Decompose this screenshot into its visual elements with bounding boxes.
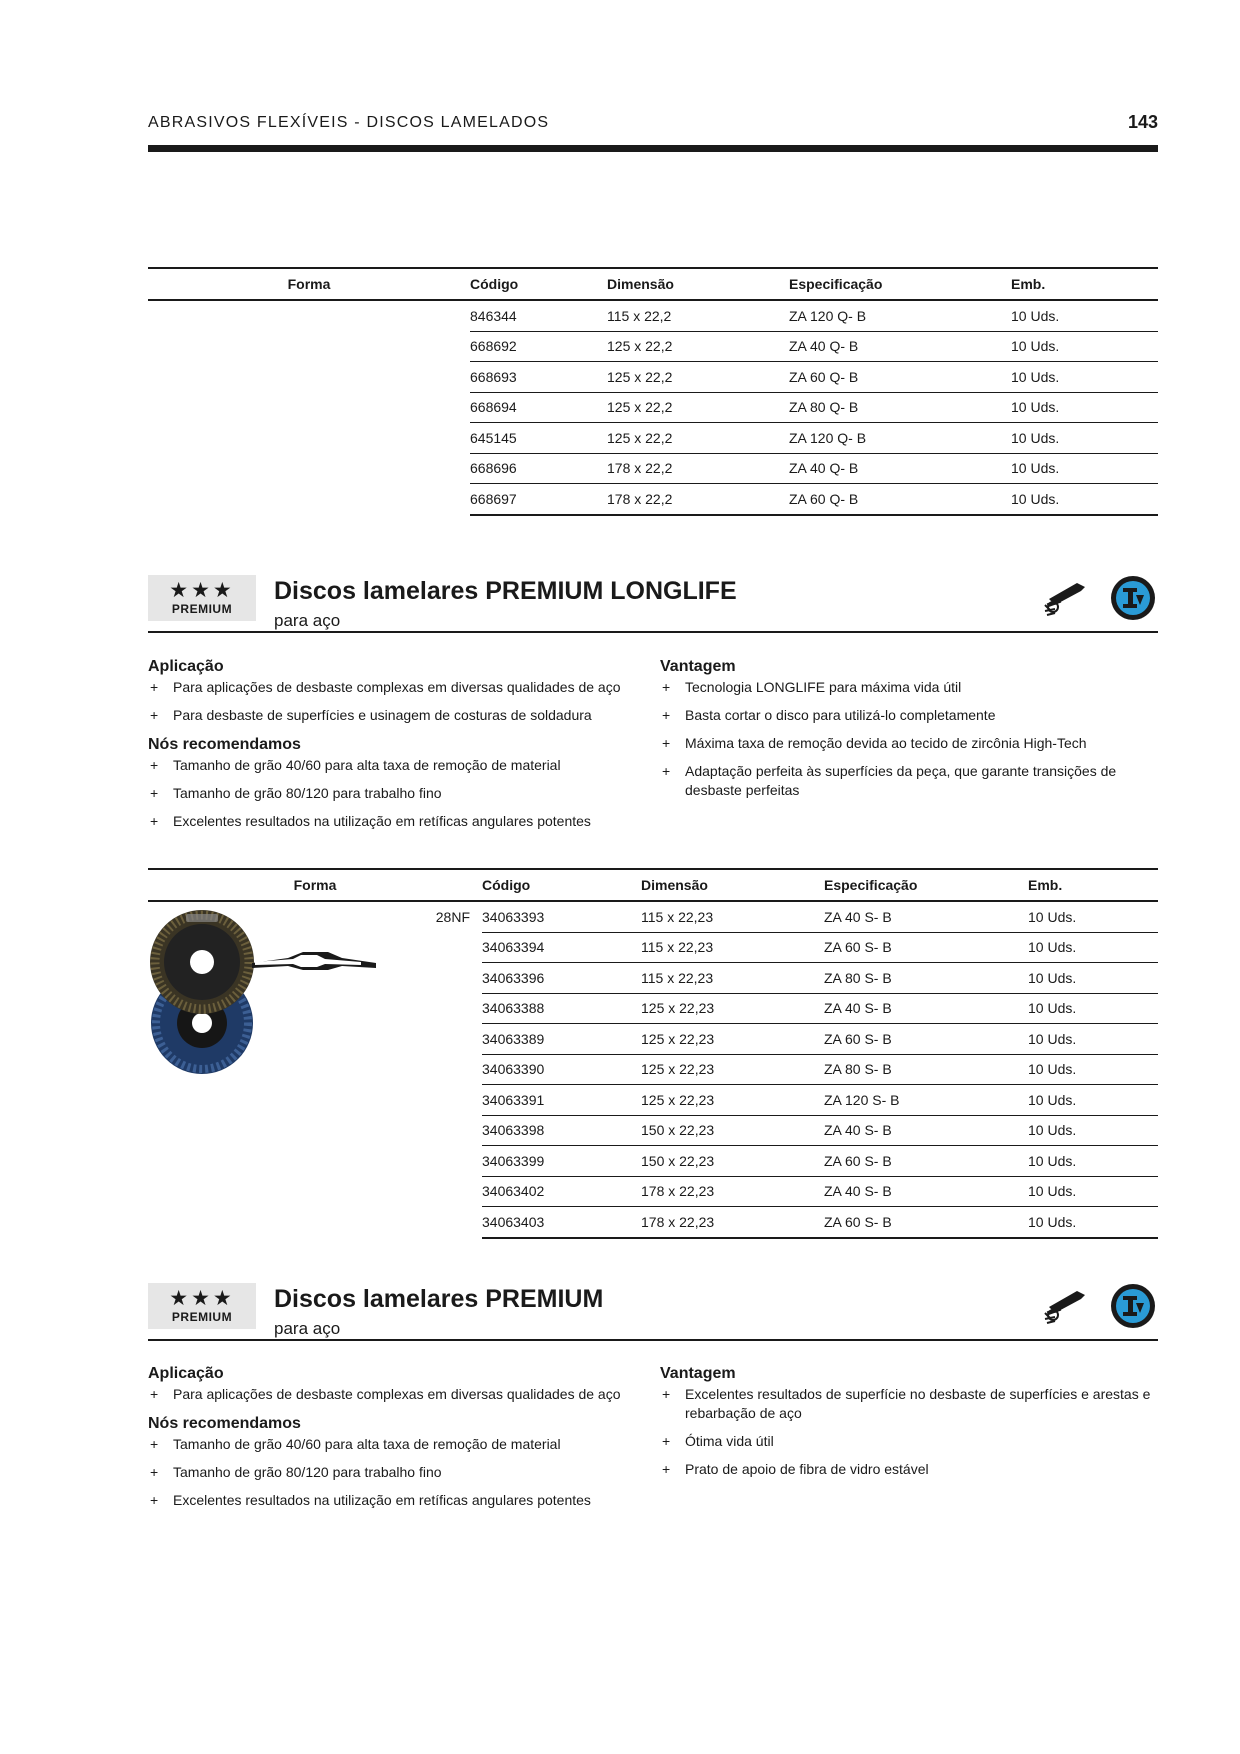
list-item bbox=[660, 678, 1158, 697]
aplicacao-list bbox=[148, 1385, 648, 1404]
list-item-text: Tamanho de grão 80/120 para trabalho fino bbox=[173, 1464, 442, 1480]
codigo-cell: 668693 bbox=[470, 362, 607, 393]
plus-icon: + bbox=[150, 757, 159, 773]
codigo-cell: 668696 bbox=[470, 453, 607, 484]
codigo-cell: 34063388 bbox=[482, 993, 641, 1024]
list-item bbox=[148, 678, 648, 697]
list-item bbox=[148, 784, 648, 803]
list-item bbox=[148, 812, 648, 831]
plus-icon: + bbox=[662, 1461, 671, 1477]
especificacao-cell: ZA 80 S- B bbox=[824, 963, 1028, 994]
recomendamos-list bbox=[148, 1435, 648, 1510]
especificacao-cell: ZA 60 S- B bbox=[824, 1207, 1028, 1238]
codigo-cell: 34063389 bbox=[482, 1024, 641, 1055]
disc-profile-drawing bbox=[252, 952, 376, 970]
plus-icon: + bbox=[662, 735, 671, 751]
list-item bbox=[660, 762, 1158, 800]
dimensao-cell: 115 x 22,2 bbox=[607, 300, 789, 331]
list-item-text: Tamanho de grão 80/120 para trabalho fino bbox=[173, 785, 442, 801]
section-title: Discos lamelares PREMIUM bbox=[274, 1285, 604, 1313]
stars-icon: ★★★ bbox=[169, 1287, 235, 1310]
codigo-cell: 668694 bbox=[470, 392, 607, 423]
col-dimensao: Dimensão bbox=[607, 268, 789, 300]
emb-cell: 10 Uds. bbox=[1028, 901, 1158, 932]
emb-cell: 10 Uds. bbox=[1028, 1146, 1158, 1177]
dimensao-cell: 115 x 22,23 bbox=[641, 901, 824, 932]
vantagem-heading: Vantagem bbox=[660, 658, 736, 675]
especificacao-cell: ZA 60 Q- B bbox=[789, 484, 1011, 515]
aplicacao-heading: Aplicação bbox=[148, 1365, 224, 1382]
plus-icon: + bbox=[150, 707, 159, 723]
dimensao-cell: 178 x 22,23 bbox=[641, 1176, 824, 1207]
emb-cell: 10 Uds. bbox=[1011, 392, 1158, 423]
list-item bbox=[148, 706, 648, 725]
codigo-cell: 34063394 bbox=[482, 932, 641, 963]
codigo-cell: 846344 bbox=[470, 300, 607, 331]
section-subtitle: para aço bbox=[274, 611, 341, 630]
codigo-cell: 34063402 bbox=[482, 1176, 641, 1207]
list-item bbox=[660, 1385, 1158, 1423]
info-circle-icon bbox=[1110, 1283, 1156, 1329]
angle-grinder-icon bbox=[1041, 1283, 1091, 1327]
emb-cell: 10 Uds. bbox=[1028, 963, 1158, 994]
emb-cell: 10 Uds. bbox=[1011, 453, 1158, 484]
emb-cell: 10 Uds. bbox=[1028, 1176, 1158, 1207]
section-rule bbox=[148, 631, 1158, 633]
codigo-cell: 668697 bbox=[470, 484, 607, 515]
especificacao-cell: ZA 120 Q- B bbox=[789, 300, 1011, 331]
list-item-text: Basta cortar o disco para utilizá-lo completamente bbox=[685, 707, 996, 723]
especificacao-cell: ZA 80 Q- B bbox=[789, 392, 1011, 423]
plus-icon: + bbox=[662, 1433, 671, 1449]
angle-grinder-icon bbox=[1041, 575, 1091, 619]
emb-cell: 10 Uds. bbox=[1011, 331, 1158, 362]
vantagem-block-1 bbox=[660, 656, 1158, 809]
dimensao-cell: 125 x 22,2 bbox=[607, 362, 789, 393]
plus-icon: + bbox=[150, 785, 159, 801]
dimensao-cell: 125 x 22,2 bbox=[607, 392, 789, 423]
emb-cell: 10 Uds. bbox=[1028, 1085, 1158, 1116]
emb-cell: 10 Uds. bbox=[1028, 1207, 1158, 1238]
premium-badge bbox=[148, 1283, 256, 1329]
vantagem-block-2 bbox=[660, 1363, 1158, 1488]
especificacao-cell: ZA 40 S- B bbox=[824, 1115, 1028, 1146]
list-item-text: Tecnologia LONGLIFE para máxima vida útil bbox=[685, 679, 962, 695]
codigo-cell: 645145 bbox=[470, 423, 607, 454]
vantagem-list bbox=[660, 1385, 1158, 1479]
especificacao-cell: ZA 60 S- B bbox=[824, 1024, 1028, 1055]
recomendamos-list bbox=[148, 756, 648, 831]
codigo-cell: 34063393 bbox=[482, 901, 641, 932]
forma-label: 28NF bbox=[435, 909, 470, 925]
dimensao-cell: 125 x 22,2 bbox=[607, 423, 789, 454]
premium-badge bbox=[148, 575, 256, 621]
page-number: 143 bbox=[1127, 112, 1158, 132]
recomendamos-heading: Nós recomendamos bbox=[148, 1415, 301, 1432]
list-item-text: Excelentes resultados de superfície no desbaste de superfícies e arestas e rebarbação de aço bbox=[685, 1386, 1151, 1421]
list-item bbox=[660, 706, 1158, 725]
codigo-cell: 34063399 bbox=[482, 1146, 641, 1177]
vantagem-heading: Vantagem bbox=[660, 1365, 736, 1382]
codigo-cell: 34063403 bbox=[482, 1207, 641, 1238]
flap-disc-product-image bbox=[148, 906, 378, 1080]
plus-icon: + bbox=[150, 1492, 159, 1508]
especificacao-cell: ZA 120 S- B bbox=[824, 1085, 1028, 1116]
dimensao-cell: 125 x 22,2 bbox=[607, 331, 789, 362]
dimensao-cell: 125 x 22,23 bbox=[641, 1085, 824, 1116]
dimensao-cell: 115 x 22,23 bbox=[641, 932, 824, 963]
emb-cell: 10 Uds. bbox=[1028, 932, 1158, 963]
col-codigo: Código bbox=[482, 869, 641, 901]
codigo-cell: 34063398 bbox=[482, 1115, 641, 1146]
list-item bbox=[148, 1491, 648, 1510]
emb-cell: 10 Uds. bbox=[1011, 423, 1158, 454]
especificacao-cell: ZA 60 S- B bbox=[824, 932, 1028, 963]
dimensao-cell: 150 x 22,23 bbox=[641, 1146, 824, 1177]
emb-cell: 10 Uds. bbox=[1011, 362, 1158, 393]
list-item-text: Máxima taxa de remoção devida ao tecido de zircônia High-Tech bbox=[685, 735, 1087, 751]
especificacao-cell: ZA 40 S- B bbox=[824, 1176, 1028, 1207]
list-item bbox=[660, 734, 1158, 753]
list-item-text: Para desbaste de superfícies e usinagem de costuras de soldadura bbox=[173, 707, 592, 723]
aplicacao-block-1 bbox=[148, 656, 648, 840]
list-item-text: Ótima vida útil bbox=[685, 1433, 774, 1449]
especificacao-cell: ZA 40 Q- B bbox=[789, 453, 1011, 484]
list-item-text: Adaptação perfeita às superfícies da peça, que garante transições de desbaste perfeitas bbox=[685, 763, 1117, 798]
plus-icon: + bbox=[150, 813, 159, 829]
codigo-cell: 34063390 bbox=[482, 1054, 641, 1085]
forma-cell bbox=[148, 300, 470, 515]
list-item bbox=[148, 1435, 648, 1454]
col-dimensao: Dimensão bbox=[641, 869, 824, 901]
col-emb: Emb. bbox=[1028, 869, 1158, 901]
especificacao-cell: ZA 80 S- B bbox=[824, 1054, 1028, 1085]
list-item-text: Excelentes resultados na utilização em retíficas angulares potentes bbox=[173, 813, 591, 829]
codigo-cell: 34063396 bbox=[482, 963, 641, 994]
list-item-text: Tamanho de grão 40/60 para alta taxa de remoção de material bbox=[173, 1436, 561, 1452]
plus-icon: + bbox=[662, 707, 671, 723]
section-title: Discos lamelares PREMIUM LONGLIFE bbox=[274, 577, 737, 605]
recomendamos-heading: Nós recomendamos bbox=[148, 736, 301, 753]
plus-icon: + bbox=[150, 679, 159, 695]
plus-icon: + bbox=[662, 679, 671, 695]
emb-cell: 10 Uds. bbox=[1011, 300, 1158, 331]
especificacao-cell: ZA 120 Q- B bbox=[789, 423, 1011, 454]
col-forma: Forma bbox=[148, 869, 482, 901]
especificacao-cell: ZA 60 S- B bbox=[824, 1146, 1028, 1177]
product-table-1 bbox=[148, 267, 1158, 516]
aplicacao-heading: Aplicação bbox=[148, 658, 224, 675]
col-forma: Forma bbox=[148, 268, 470, 300]
section-premium-longlife bbox=[148, 575, 1158, 645]
plus-icon: + bbox=[662, 1386, 671, 1402]
codigo-cell: 34063391 bbox=[482, 1085, 641, 1116]
list-item bbox=[660, 1432, 1158, 1451]
list-item-text: Para aplicações de desbaste complexas em diversas qualidades de aço bbox=[173, 1386, 621, 1402]
header-rule bbox=[148, 145, 1158, 152]
col-especificacao: Especificação bbox=[824, 869, 1028, 901]
especificacao-cell: ZA 40 Q- B bbox=[789, 331, 1011, 362]
table-row bbox=[148, 300, 1158, 331]
especificacao-cell: ZA 40 S- B bbox=[824, 993, 1028, 1024]
dimensao-cell: 125 x 22,23 bbox=[641, 993, 824, 1024]
list-item-text: Para aplicações de desbaste complexas em diversas qualidades de aço bbox=[173, 679, 621, 695]
dimensao-cell: 178 x 22,2 bbox=[607, 453, 789, 484]
dimensao-cell: 150 x 22,23 bbox=[641, 1115, 824, 1146]
stars-icon: ★★★ bbox=[169, 579, 235, 602]
list-item bbox=[148, 1463, 648, 1482]
col-emb: Emb. bbox=[1011, 268, 1158, 300]
plus-icon: + bbox=[150, 1464, 159, 1480]
dimensao-cell: 125 x 22,23 bbox=[641, 1054, 824, 1085]
plus-icon: + bbox=[150, 1436, 159, 1452]
list-item bbox=[148, 756, 648, 775]
especificacao-cell: ZA 40 S- B bbox=[824, 901, 1028, 932]
emb-cell: 10 Uds. bbox=[1028, 1024, 1158, 1055]
badge-label: PREMIUM bbox=[171, 602, 233, 616]
section-premium bbox=[148, 1283, 1158, 1353]
dimensao-cell: 178 x 22,2 bbox=[607, 484, 789, 515]
emb-cell: 10 Uds. bbox=[1028, 1054, 1158, 1085]
badge-label: PREMIUM bbox=[171, 1310, 233, 1324]
emb-cell: 10 Uds. bbox=[1028, 1115, 1158, 1146]
page-header bbox=[148, 112, 1158, 132]
list-item bbox=[148, 1385, 648, 1404]
especificacao-cell: ZA 60 Q- B bbox=[789, 362, 1011, 393]
product-table-1-wrapper bbox=[148, 267, 1158, 516]
list-item bbox=[660, 1460, 1158, 1479]
col-codigo: Código bbox=[470, 268, 607, 300]
emb-cell: 10 Uds. bbox=[1028, 993, 1158, 1024]
codigo-cell: 668692 bbox=[470, 331, 607, 362]
aplicacao-list bbox=[148, 678, 648, 725]
list-item-text: Excelentes resultados na utilização em retíficas angulares potentes bbox=[173, 1492, 591, 1508]
plus-icon: + bbox=[150, 1386, 159, 1402]
table-header-row bbox=[148, 268, 1158, 300]
section-rule bbox=[148, 1339, 1158, 1341]
col-especificacao: Especificação bbox=[789, 268, 1011, 300]
list-item-text: Tamanho de grão 40/60 para alta taxa de remoção de material bbox=[173, 757, 561, 773]
vantagem-list bbox=[660, 678, 1158, 800]
section-subtitle: para aço bbox=[274, 1319, 341, 1338]
dimensao-cell: 115 x 22,23 bbox=[641, 963, 824, 994]
aplicacao-block-2 bbox=[148, 1363, 648, 1519]
dimensao-cell: 178 x 22,23 bbox=[641, 1207, 824, 1238]
emb-cell: 10 Uds. bbox=[1011, 484, 1158, 515]
list-item-text: Prato de apoio de fibra de vidro estável bbox=[685, 1461, 929, 1477]
info-circle-icon bbox=[1110, 575, 1156, 621]
plus-icon: + bbox=[662, 763, 671, 779]
dimensao-cell: 125 x 22,23 bbox=[641, 1024, 824, 1055]
flap-disc-black-image bbox=[150, 910, 254, 1014]
table-header-row bbox=[148, 869, 1158, 901]
header-title: ABRASIVOS FLEXÍVEIS - DISCOS LAMELADOS bbox=[148, 114, 550, 131]
